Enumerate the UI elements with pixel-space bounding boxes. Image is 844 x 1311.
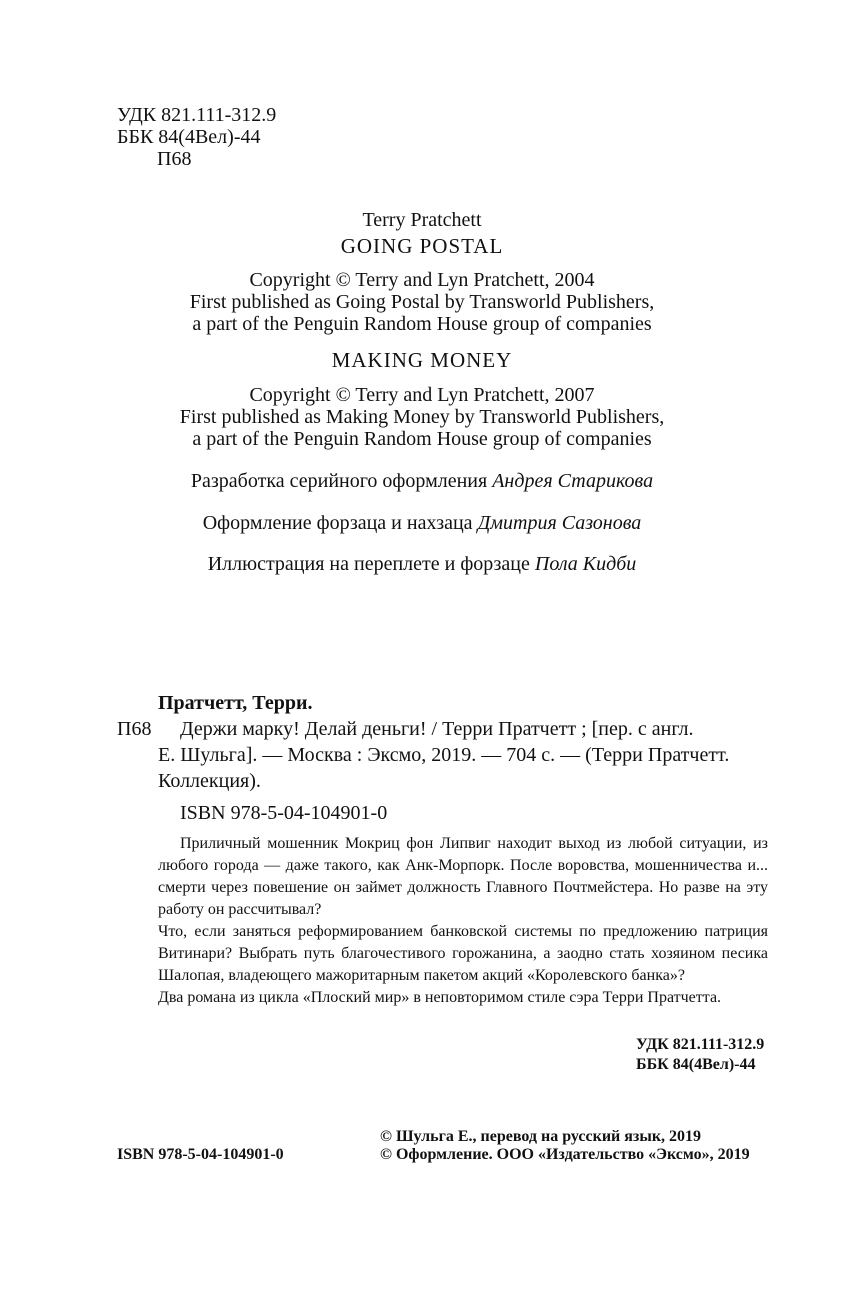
credit-name: Дмитрия Сазонова [477, 512, 642, 534]
book1-group: a part of the Penguin Random House group of companies [192, 313, 652, 335]
bib-code: П68 [117, 718, 152, 740]
book2-group: a part of the Penguin Random House group of companies [192, 428, 652, 450]
credit-endpaper-design [0, 511, 844, 535]
bib-line-3: Коллекция). [158, 770, 261, 792]
udk-code: УДК 821.111-312.9 [117, 104, 277, 126]
credit-label: Оформление форзаца и нахзаца [202, 512, 478, 534]
copyright-design: © Оформление. ООО «Издательство «Эксмо», 2019 [380, 1146, 750, 1163]
abstract-bbk: ББК 84(4Вел)-44 [636, 1056, 756, 1073]
book2-published: First published as Making Money by Transworld Publishers, [179, 406, 665, 428]
book1-published: First published as Going Postal by Transworld Publishers, [189, 291, 655, 313]
footer-isbn: ISBN 978-5-04-104901-0 [117, 1146, 284, 1163]
credit-label: Разработка серийного оформления [190, 470, 493, 492]
credit-name: Пола Кидби [534, 553, 637, 575]
abstract [158, 833, 768, 1009]
abstract-paragraph-1: Приличный мошенник Мокриц фон Липвиг находит выход из любой ситуации, из любого города — даже такого, как Анк-Морпорк. После воровства, мошенничества и... смерти через повешение он займет должность Главного Почтмейстера. Но разве на эту работу он рассчитывал? [158, 835, 768, 918]
bib-author: Пратчетт, Терри. [158, 692, 313, 714]
credit-label: Иллюстрация на переплете и форзаце [207, 553, 535, 575]
copyright-translation: © Шульга Е., перевод на русский язык, 2019 [380, 1128, 702, 1145]
credit-name: Андрея Старикова [492, 470, 654, 492]
book2-title: MAKING MONEY [331, 348, 513, 372]
bib-line-2: Е. Шульга]. — Москва : Эксмо, 2019. — 704 с. — (Терри Пратчетт. [158, 744, 730, 766]
abstract-udk: УДК 821.111-312.9 [636, 1036, 765, 1053]
original-author: Terry Pratchett [362, 209, 482, 231]
bbk-code: ББК 84(4Вел)-44 [117, 126, 261, 148]
credit-series-design [0, 469, 844, 493]
book1-title: GOING POSTAL [340, 234, 504, 258]
credit-illustration [0, 552, 844, 576]
abstract-paragraph-2: Что, если заняться реформированием банковской системы по предложению патриция Витинари? Выбрать путь благочестивого горожанина, а заодно стать хозяином песика Шалопая, владеющего мажоритарным пакетом акций «Королевского банка»? [158, 923, 768, 984]
book1-copyright: Copyright © Terry and Lyn Pratchett, 2004 [249, 269, 595, 291]
author-sign: П68 [157, 148, 192, 170]
bib-isbn: ISBN 978-5-04-104901-0 [180, 802, 388, 824]
abstract-paragraph-3: Два романа из цикла «Плоский мир» в неповторимом стиле сэра Терри Пратчетта. [158, 989, 722, 1006]
book2-copyright: Copyright © Terry and Lyn Pratchett, 2007 [249, 384, 595, 406]
bib-line-1: Держи марку! Делай деньги! / Терри Пратчетт ; [пер. с англ. [180, 718, 694, 740]
